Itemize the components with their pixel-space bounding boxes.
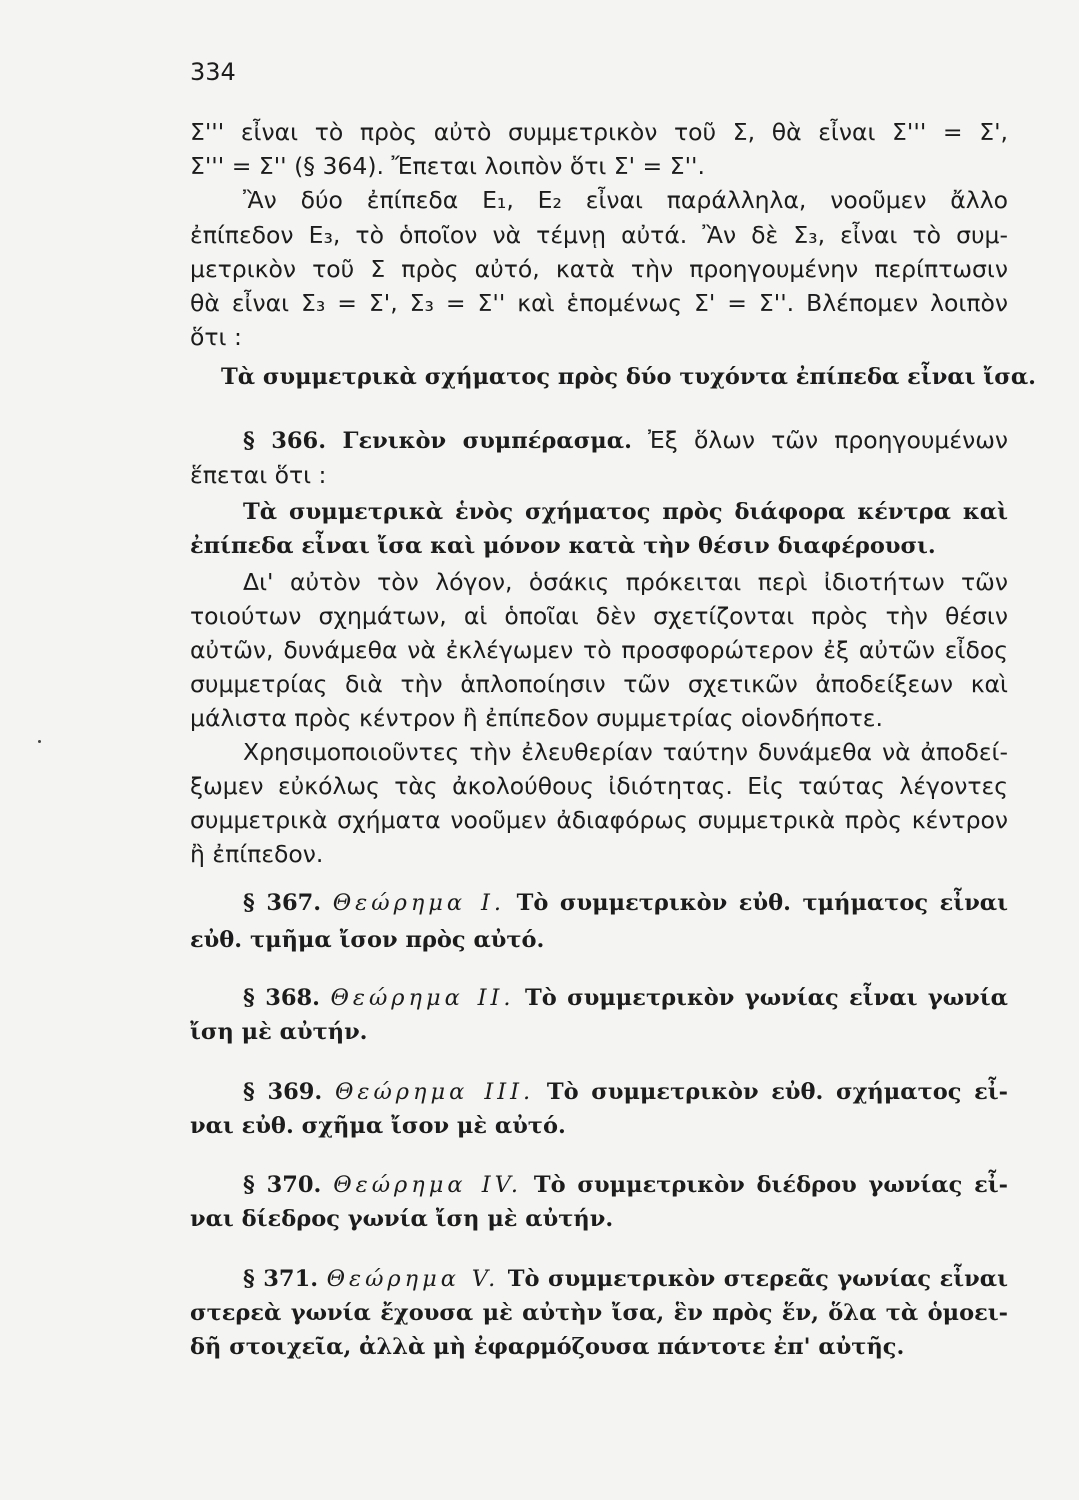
theorem-label: Θεώρημα IV.: [333, 1172, 523, 1198]
theorem-371-line3: δῆ στοιχεῖα, ἀλλὰ μὴ ἐφαρμόζουσα πάντοτε ἐπ' αὐτῆς.: [190, 1334, 905, 1360]
bold-statement: ἐπίπεδα εἶναι ἴσα καὶ μόνον κατὰ τὴν θέσιν διαφέρουσι.: [190, 533, 936, 559]
text-line: αὐτῶν, δυνάμεθα νὰ ἐκλέγωμεν τὸ προσφορώτερον ἐξ αὐτῶν εἶδος: [190, 636, 1008, 664]
text-line: μετρικὸν τοῦ Σ πρὸς αὐτό, κατὰ τὴν προηγουμένην περίπτωσιν: [190, 255, 1008, 283]
text-line: μάλιστα πρὸς κέντρον ἢ ἐπίπεδον συμμετρίας οἱονδήποτε.: [190, 704, 883, 732]
theorem-label: Θεώρημα II.: [330, 985, 515, 1011]
text-line: ὅτι :: [190, 323, 242, 351]
theorem-text: Τὸ συμμετρικὸν διέδρου γωνίας εἶ-: [522, 1172, 1008, 1198]
theorem-label: Θεώρημα I.: [332, 890, 506, 916]
bold-statement: Τὰ συμμετρικὰ ἑνὸς σχήματος πρὸς διάφορα κέντρα καὶ: [243, 499, 1008, 525]
text-line: Ἂν δύο ἐπίπεδα Ε₁, Ε₂ εἶναι παράλληλα, νοοῦμεν ἄλλο: [243, 186, 1008, 214]
theorem-368-line1: [243, 983, 1008, 1013]
text-line: ἐπίπεδον Ε₃, τὸ ὁποῖον νὰ τέμνῃ αὐτά. Ἂν δὲ Σ₃, εἶναι τὸ συμ-: [190, 221, 1008, 249]
theorem-367-line1: [243, 888, 1008, 918]
theorem-text: Τὸ συμμετρικὸν στερεᾶς γωνίας εἶναι: [499, 1266, 1008, 1292]
text-line: Χρησιμοποιοῦντες τὴν ἐλευθερίαν ταύτην δυνάμεθα νὰ ἀποδεί-: [243, 738, 1008, 766]
theorem-text: Τὸ συμμετρικὸν εὐθ. σχήματος εἶ-: [534, 1079, 1008, 1105]
section-heading: § 366. Γενικὸν συμπέρασμα.: [243, 428, 632, 454]
theorem-number: § 371.: [243, 1266, 319, 1292]
text-line: Σ''' εἶναι τὸ πρὸς αὐτὸ συμμετρικὸν τοῦ Σ, θὰ εἶναι Σ''' = Σ',: [190, 118, 1008, 146]
theorem-369-line1: [243, 1077, 1008, 1107]
bold-statement: Τὰ συμμετρικὰ σχήματος πρὸς δύο τυχόντα ἐπίπεδα εἶναι ἴσα.: [221, 364, 1036, 390]
theorem-367-line2: εὐθ. τμῆμα ἴσον πρὸς αὐτό.: [190, 927, 545, 953]
theorem-label: Θεώρημα III.: [334, 1079, 535, 1105]
text-line: ἕπεται ὅτι :: [190, 461, 327, 489]
text-line: συμμετρικὰ σχήματα νοοῦμεν ἀδιαφόρως συμμετρικὰ πρὸς κέντρον: [190, 806, 1008, 834]
theorem-number: § 368.: [243, 985, 320, 1011]
theorem-370-line2: ναι δίεδρος γωνία ἴση μὲ αὐτήν.: [190, 1206, 614, 1232]
text-line: συμμετρίας διὰ τὴν ἁπλοποίησιν τῶν σχετικῶν ἀποδείξεων καὶ: [190, 670, 1008, 698]
text-line: ξωμεν εὐκόλως τὰς ἀκολούθους ἰδιότητας. Εἰς ταύτας λέγοντες: [190, 772, 1008, 800]
text-line: τοιούτων σχημάτων, αἱ ὁποῖαι δὲν σχετίζονται πρὸς τὴν θέσιν: [190, 602, 1008, 630]
theorem-371-line1: [243, 1264, 1008, 1294]
theorem-370-line1: [243, 1170, 1008, 1200]
text-line: Δι' αὐτὸν τὸν λόγον, ὁσάκις πρόκειται περὶ ἰδιοτήτων τῶν: [243, 568, 1008, 596]
theorem-371-line2: στερεὰ γωνία ἔχουσα μὲ αὐτὴν ἴσα, ἓν πρὸς ἕν, ὅλα τὰ ὁμοει-: [190, 1300, 1008, 1326]
theorem-number: § 367.: [243, 890, 322, 916]
margin-speck: [38, 740, 41, 743]
page-number: 334: [190, 58, 236, 86]
theorem-368-line2: ἴση μὲ αὐτήν.: [190, 1019, 368, 1045]
text-line: ἢ ἐπίπεδον.: [190, 840, 324, 868]
theorem-text: Τὸ συμμετρικὸν εὐθ. τμήματος εἶναι: [505, 890, 1009, 916]
theorem-number: § 369.: [243, 1079, 323, 1105]
theorem-369-line2: ναι εὐθ. σχῆμα ἴσον μὲ αὐτό.: [190, 1113, 566, 1139]
section-text: Ἐξ ὅλων τῶν προηγουμένων: [631, 426, 1009, 454]
theorem-label: Θεώρημα V.: [326, 1266, 500, 1292]
text-line: Σ''' = Σ'' (§ 364). Ἔπεται λοιπὸν ὅτι Σ' = Σ''.: [190, 152, 705, 180]
theorem-number: § 370.: [243, 1172, 322, 1198]
text-line: θὰ εἶναι Σ₃ = Σ', Σ₃ = Σ'' καὶ ἑπομένως Σ' = Σ''. Βλέπομεν λοιπὸν: [190, 289, 1008, 317]
theorem-text: Τὸ συμμετρικὸν γωνίας εἶναι γωνία: [514, 985, 1008, 1011]
section-366-line: [243, 425, 1008, 456]
